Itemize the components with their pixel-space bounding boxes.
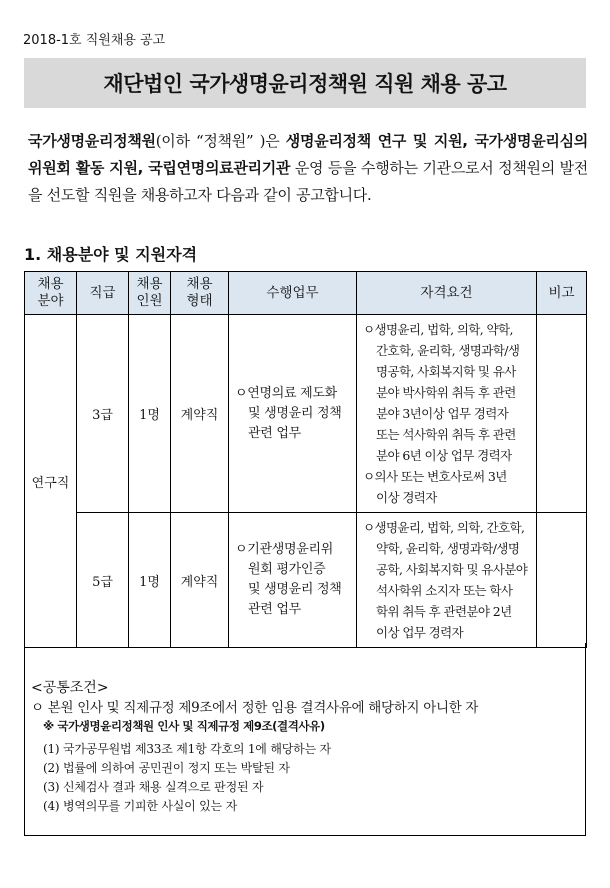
qualification-cell: ㅇ생명윤리, 법학, 의학, 간호학, 약학, 윤리학, 생명과학/생명 공학, 사회복지학 및 유사분야 석사학위 소지자 또는 학사 학위 취득 후 관련분야 2년 이상 업무 경력자	[357, 513, 537, 648]
disqualification-item: (3) 신체검사 결과 채용 실격으로 판정된 자	[43, 780, 264, 794]
page-title: 재단법인 국가생명윤리정책원 직원 채용 공고	[103, 72, 507, 96]
note-cell	[537, 513, 587, 648]
header-count: 채용 인원	[129, 272, 171, 315]
grade-cell: 5급	[77, 513, 129, 648]
common-condition-line: ㅇ 본원 인사 및 직제규정 제9조에서 정한 임용 결격사유에 해당하지 아니한 자	[31, 700, 479, 716]
note-cell	[537, 315, 587, 513]
table-row	[25, 315, 587, 513]
title-banner	[24, 58, 586, 108]
disqualification-note-heading: ※ 국가생명윤리정책원 인사 및 직제규정 제9조(결격사유)	[43, 719, 325, 733]
common-conditions-heading: <공통조건>	[31, 680, 109, 696]
section-title-recruitment: 1. 채용분야 및 지원자격	[24, 245, 198, 264]
type-cell: 계약직	[171, 315, 229, 513]
header-field: 채용 분야	[25, 272, 77, 315]
disqualification-item: (1) 국가공무원법 제33조 제1항 각호의 1에 해당하는 자	[43, 742, 331, 756]
table-row	[25, 513, 587, 648]
header-type: 채용 형태	[171, 272, 229, 315]
grade-cell: 3급	[77, 315, 129, 513]
count-cell: 1명	[129, 315, 171, 513]
table-header-row	[25, 272, 587, 315]
common-conditions-box	[24, 643, 586, 836]
header-note: 비고	[537, 272, 587, 315]
count-cell: 1명	[129, 513, 171, 648]
task-cell: ㅇ연명의료 제도화 및 생명윤리 정책 관련 업무	[229, 315, 357, 513]
field-cell: 연구직	[25, 315, 77, 648]
task-cell: ㅇ기관생명윤리위 원회 평가인증 및 생명윤리 정책 관련 업무	[229, 513, 357, 648]
disqualification-item: (4) 병역의무를 기피한 사실이 있는 자	[43, 799, 237, 813]
intro-text-2: 운영 등을 수행하는 기관으로서 정책원의 발전을 선도할 직원을 채용하고자 다음과 같이 공고합니다.	[28, 159, 588, 204]
header-grade: 직급	[77, 272, 129, 315]
intro-paragraph	[28, 128, 588, 209]
header-qualification: 자격요건	[357, 272, 537, 315]
intro-org-name: 국가생명윤리정책원	[28, 132, 156, 150]
qualification-cell: ㅇ생명윤리, 법학, 의학, 약학, 간호학, 윤리학, 생명과학/생 명공학, 사회복지학 및 유사 분야 박사학위 취득 후 관련 분야 3년이상 업무 경력자 또는 석사학위 취득 후 관련 분야 6년 이상 업무 경력자 ㅇ의사 또는 변호사로써 3년 이상 경력자	[357, 315, 537, 513]
document-number: 2018-1호 직원채용 공고	[23, 33, 166, 48]
recruitment-table	[24, 271, 587, 648]
intro-duties: 생명윤리정책 연구 및 지원, 국가생명윤리심의위원회 활동 지원, 국립연명의료관리기관	[28, 132, 589, 177]
disqualification-item: (2) 법률에 의하여 공민권이 정지 또는 박탈된 자	[43, 761, 290, 775]
type-cell: 계약직	[171, 513, 229, 648]
header-task: 수행업무	[229, 272, 357, 315]
intro-text-1: (이하 “정책원” )은	[155, 132, 286, 150]
